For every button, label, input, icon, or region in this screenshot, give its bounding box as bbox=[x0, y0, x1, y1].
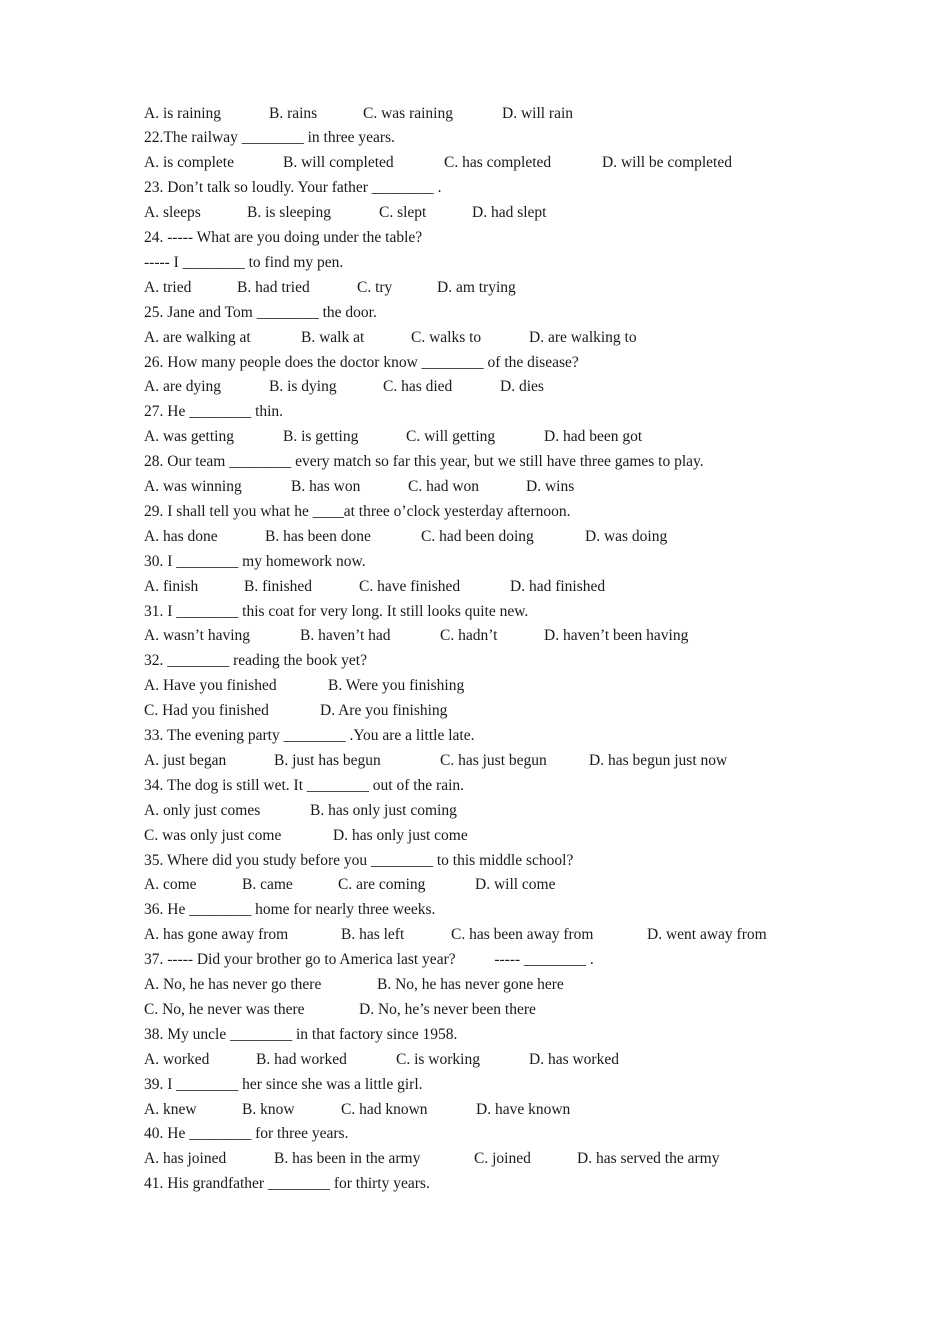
answer-option: A. has joined bbox=[144, 1150, 227, 1168]
answer-option: B. has been done bbox=[265, 527, 371, 545]
answer-option: C. have finished bbox=[359, 577, 461, 595]
answer-option: B. Were you finishing bbox=[328, 677, 465, 695]
answer-option: A. tried bbox=[144, 278, 192, 296]
question-text: 38. My uncle ________ in that factory since 1958. bbox=[144, 1025, 458, 1043]
answer-option: C. Had you finished bbox=[144, 702, 269, 720]
answer-option: B. rains bbox=[269, 104, 318, 122]
answer-option: B. is getting bbox=[283, 428, 359, 446]
question-stem bbox=[144, 450, 704, 475]
answer-option: B. just has begun bbox=[274, 751, 381, 769]
answer-option: D. haven’t been having bbox=[544, 627, 689, 645]
answer-option: C. will getting bbox=[406, 428, 496, 446]
answer-option: A. is raining bbox=[144, 104, 222, 122]
question-stem bbox=[144, 176, 442, 201]
answer-option: B. had worked bbox=[256, 1050, 347, 1068]
answer-option: A. has gone away from bbox=[144, 926, 289, 944]
question-stem bbox=[144, 1122, 348, 1147]
answer-option: D. will be completed bbox=[602, 154, 732, 172]
answer-option: B. had tried bbox=[237, 278, 310, 296]
question-text: 36. He ________ home for nearly three weeks. bbox=[144, 901, 436, 919]
answer-option: C. had been doing bbox=[421, 527, 534, 545]
answer-option: B. came bbox=[242, 876, 293, 894]
answer-option: A. come bbox=[144, 876, 197, 894]
question-stem bbox=[144, 774, 464, 799]
answer-option: A. has done bbox=[144, 527, 218, 545]
question-stem bbox=[144, 126, 395, 151]
question-text: 37. ----- Did your brother go to America last year? ----- ________ . bbox=[144, 951, 594, 969]
answer-option: D. dies bbox=[500, 378, 544, 396]
answer-option: C. has just begun bbox=[440, 751, 547, 769]
question-stem bbox=[144, 1073, 423, 1098]
answer-option: D. had finished bbox=[510, 577, 606, 595]
answer-option: B. walk at bbox=[301, 328, 365, 346]
answer-option: C. walks to bbox=[411, 328, 482, 346]
question-stem bbox=[144, 649, 367, 674]
question-stem bbox=[144, 600, 528, 625]
answer-option: B. finished bbox=[244, 577, 313, 595]
answer-option: C. had won bbox=[408, 478, 480, 495]
question-text: 29. I shall tell you what he ____at three o’clock yesterday afternoon. bbox=[144, 502, 571, 520]
answer-option: A. are walking at bbox=[144, 328, 251, 346]
answer-option: D. has served the army bbox=[577, 1150, 720, 1168]
answer-option: C. slept bbox=[379, 204, 427, 222]
answer-option: D. will rain bbox=[502, 104, 574, 122]
answer-option: B. has only just coming bbox=[310, 801, 457, 819]
answer-option: D. wins bbox=[526, 478, 575, 495]
question-text: 23. Don’t talk so loudly. Your father ________ . bbox=[144, 179, 442, 197]
answer-option: A. is complete bbox=[144, 154, 234, 172]
answer-option: C. are coming bbox=[338, 876, 426, 894]
question-text: 34. The dog is still wet. It ________ out of the rain. bbox=[144, 776, 465, 794]
answer-option: C. was raining bbox=[363, 104, 453, 122]
answer-option: C. hadn’t bbox=[440, 627, 498, 645]
answer-option: B. has won bbox=[291, 478, 361, 495]
question-stem bbox=[144, 898, 435, 923]
question-stem bbox=[144, 948, 594, 973]
question-text: 39. I ________ her since she was a little girl. bbox=[144, 1075, 423, 1093]
answer-option: D. has begun just now bbox=[589, 751, 728, 769]
answer-option: B. has been in the army bbox=[274, 1150, 421, 1168]
answer-option: C. joined bbox=[474, 1150, 531, 1168]
answer-option: B. will completed bbox=[283, 154, 394, 172]
answer-option: D. had slept bbox=[472, 204, 547, 222]
answer-option: D. No, he’s never been there bbox=[359, 1000, 536, 1018]
answer-option: C. has been away from bbox=[451, 926, 594, 944]
answer-option: D. am trying bbox=[437, 278, 516, 296]
question-text: 22.The railway ________ in three years. bbox=[144, 129, 395, 147]
question-text: 28. Our team ________ every match so far this year, but we still have three games to play. bbox=[144, 453, 704, 471]
answer-option: A. only just comes bbox=[144, 801, 261, 819]
question-text: 41. His grandfather ________ for thirty years. bbox=[144, 1175, 430, 1193]
answer-option: A. are dying bbox=[144, 378, 222, 396]
answer-option: D. will come bbox=[475, 876, 556, 894]
answer-option: A. was getting bbox=[144, 428, 234, 446]
answer-option: A. Have you finished bbox=[144, 677, 277, 695]
answer-option: C. has completed bbox=[444, 154, 552, 172]
question-stem bbox=[144, 301, 377, 326]
question-stem bbox=[144, 1172, 430, 1197]
question-text: 25. Jane and Tom ________ the door. bbox=[144, 303, 377, 321]
question-stem bbox=[144, 1023, 457, 1048]
question-text: ----- I ________ to find my pen. bbox=[144, 253, 344, 271]
answer-option: A. was winning bbox=[144, 478, 242, 495]
answer-option: D. was doing bbox=[585, 527, 668, 545]
answer-option: A. worked bbox=[144, 1050, 210, 1068]
answer-option: A. sleeps bbox=[144, 204, 201, 222]
question-text: 32. ________ reading the book yet? bbox=[144, 652, 367, 670]
answer-option: C. has died bbox=[383, 378, 453, 396]
question-text: 26. How many people does the doctor know ________ of the disease? bbox=[144, 353, 579, 371]
answer-option: B. is dying bbox=[269, 378, 337, 396]
answer-option: D. Are you finishing bbox=[320, 702, 448, 720]
answer-option: C. is working bbox=[396, 1050, 480, 1068]
question-text: 30. I ________ my homework now. bbox=[144, 552, 366, 570]
question-stem bbox=[144, 351, 579, 376]
answer-option: D. went away from bbox=[647, 926, 767, 944]
answer-option: A. just began bbox=[144, 751, 227, 769]
answer-option: D. has worked bbox=[529, 1050, 619, 1068]
answer-option: D. has only just come bbox=[333, 826, 468, 844]
question-stem bbox=[144, 550, 366, 575]
answer-option: C. was only just come bbox=[144, 826, 282, 844]
question-stem bbox=[144, 226, 422, 251]
question-text: 33. The evening party ________ .You are a little late. bbox=[144, 727, 475, 744]
question-stem bbox=[144, 500, 571, 525]
answer-option: B. has left bbox=[341, 926, 405, 944]
question-text: 35. Where did you study before you ________ to this middle school? bbox=[144, 851, 574, 869]
question-stem bbox=[144, 251, 343, 276]
answer-option: A. finish bbox=[144, 577, 199, 595]
answer-option: C. had known bbox=[341, 1100, 428, 1118]
answer-option: C. try bbox=[357, 278, 393, 296]
question-text: 40. He ________ for three years. bbox=[144, 1125, 349, 1143]
question-stem bbox=[144, 724, 474, 749]
question-text: 27. He ________ thin. bbox=[144, 403, 284, 421]
answer-option: C. No, he never was there bbox=[144, 1000, 305, 1018]
answer-option: A. wasn’t having bbox=[144, 627, 251, 645]
answer-option: B. No, he has never gone here bbox=[377, 976, 564, 993]
answer-option: B. haven’t had bbox=[300, 627, 391, 645]
question-text: 31. I ________ this coat for very long. It still looks quite new. bbox=[144, 602, 529, 620]
answer-option: A. knew bbox=[144, 1100, 197, 1118]
answer-option: B. is sleeping bbox=[247, 204, 331, 222]
question-stem bbox=[144, 400, 283, 425]
question-text: 24. ----- What are you doing under the table? bbox=[144, 229, 423, 246]
answer-option: A. No, he has never go there bbox=[144, 976, 322, 993]
answer-option: D. are walking to bbox=[529, 328, 637, 346]
answer-option: D. had been got bbox=[544, 428, 643, 446]
answer-option: D. have known bbox=[476, 1100, 571, 1118]
question-stem bbox=[144, 849, 573, 874]
answer-option: B. know bbox=[242, 1100, 295, 1118]
